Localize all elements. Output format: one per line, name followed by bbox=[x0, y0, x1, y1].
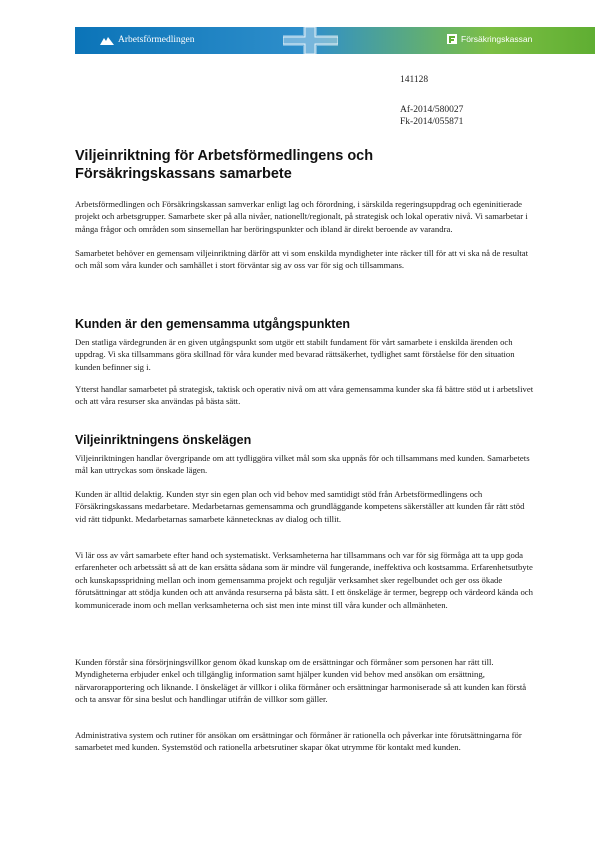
section-paragraph: Kunden förstår sina försörjningsvillkor genom ökad kunskap om de ersättningar och förmåner som personen har rätt till. Myndigheterna erbjuder enkel och tillgänglig information samt hjälper kunden vid behov med ansökan om ersättning, närvarorapportering och liknande. I önskeläget är villkor i olika förmåner och ersättningar harmoniserade så att kunden kan förstå och ta ansvar för sina beslut och handlingar utifrån de villkor som gäller. bbox=[75, 657, 527, 705]
cross-icon bbox=[283, 27, 338, 54]
forsakringskassan-logo-icon bbox=[447, 34, 457, 44]
af-reference-number: Af-2014/580027 bbox=[400, 105, 464, 115]
section-heading: Viljeinriktningens önskelägen bbox=[75, 433, 252, 447]
intro-paragraph: Arbetsförmedlingen och Försäkringskassan samverkar enligt lag och förordning, i särskilda regeringsuppdrag och egeninitierade projekt och arbetsgrupper. Samarbete sker på alla nivåer, nationellt/regionalt, på strategisk och lokal operativ nivå. Vi samarbetar i många frågor och områden som sinsemellan har beröringspunkter och ibland är direkt beroende av varandra. bbox=[75, 199, 528, 234]
arbetsformedlingen-logo-icon bbox=[100, 35, 114, 45]
section-paragraph: Den statliga värdegrunden är en given utgångspunkt som utgör ett stabilt fundament för vårt samarbete i enskilda ärenden och uppdrag. Vi ska tillsammans göra skillnad för våra kunder med bevarad rättsäkerhet, tydlighet samt förståelse för den situation kunden befinner sig i. bbox=[75, 337, 515, 372]
date-code: 141128 bbox=[400, 75, 429, 85]
section-paragraph: Administrativa system och rutiner för ansökan om ersättningar och förmåner är rationella och påverkar inte förutsättningarna för samarbetet med kunden. Systemstöd och rationella arbetsrutiner skapar ökat utrymme för kontakt med kunden. bbox=[75, 730, 522, 753]
arbetsformedlingen-logo bbox=[100, 33, 195, 47]
intro-paragraph: Samarbetet behöver en gemensam viljeinriktning därför att vi som enskilda myndigheter inte räcker till för att vi ska nå de resultat och mål som våra kunder och samhället i stort förväntar sig av oss var för sig och tillsammans. bbox=[75, 248, 529, 271]
section-paragraph: Viljeinriktningen handlar övergripande om att tydliggöra vilket mål som ska uppnås för och tillsammans med kunden. Samarbetets mål kan uttryckas som önskade lägen. bbox=[75, 453, 530, 476]
logo-left-text: Arbetsförmedlingen bbox=[118, 35, 195, 45]
fk-reference-number: Fk-2014/055871 bbox=[400, 117, 464, 127]
section-paragraph: Ytterst handlar samarbetet på strategisk, taktisk och operativ nivå om att våra gemensamma kunder ska få bättre stöd ut i arbetslivet och att våra resurser ska användas på bästa sätt. bbox=[75, 384, 534, 407]
document-title: Viljeinriktning för Arbetsförmedlingens och Försäkringskassans samarbete bbox=[75, 148, 374, 182]
forsakringskassan-logo bbox=[447, 34, 532, 44]
section-paragraph: Kunden är alltid delaktig. Kunden styr sin egen plan och vid behov med samtidigt stöd från Arbetsförmedlingens och Försäkringskassans medarbetare. Medarbetarnas gemensamma och grundläggande kompetens säkerställer att kunden får rätt stöd vid rätt tidpunkt. Medarbetarnas samarbete kännetecknas av dialog och tillit. bbox=[75, 489, 525, 524]
logo-right-text: Försäkringskassan bbox=[461, 34, 533, 44]
section-heading: Kunden är den gemensamma utgångspunkten bbox=[75, 317, 351, 331]
section-paragraph: Vi lär oss av vårt samarbete efter hand och systematiskt. Verksamheterna har tillsammans och var för sig förmåga att ta upp goda erfarenheter och arbetssätt så att de kan ersätta sådana som är mindre väl fungerande, ineffektiva och kostsamma. Erfarenhetsutbyte och kunskapsspridning mellan och inom gemensamma projekt och reguljär verksamhet sker regelbundet och ger oss ökade förutsättningar att stödja kunden och att använda resurserna på bästa sätt. I ett önskeläge är termer, begrepp och värdeord kända och kommunicerade inom och mellan verksamheterna och sist men inte minst till våra kunder och allmänheten. bbox=[75, 550, 533, 610]
